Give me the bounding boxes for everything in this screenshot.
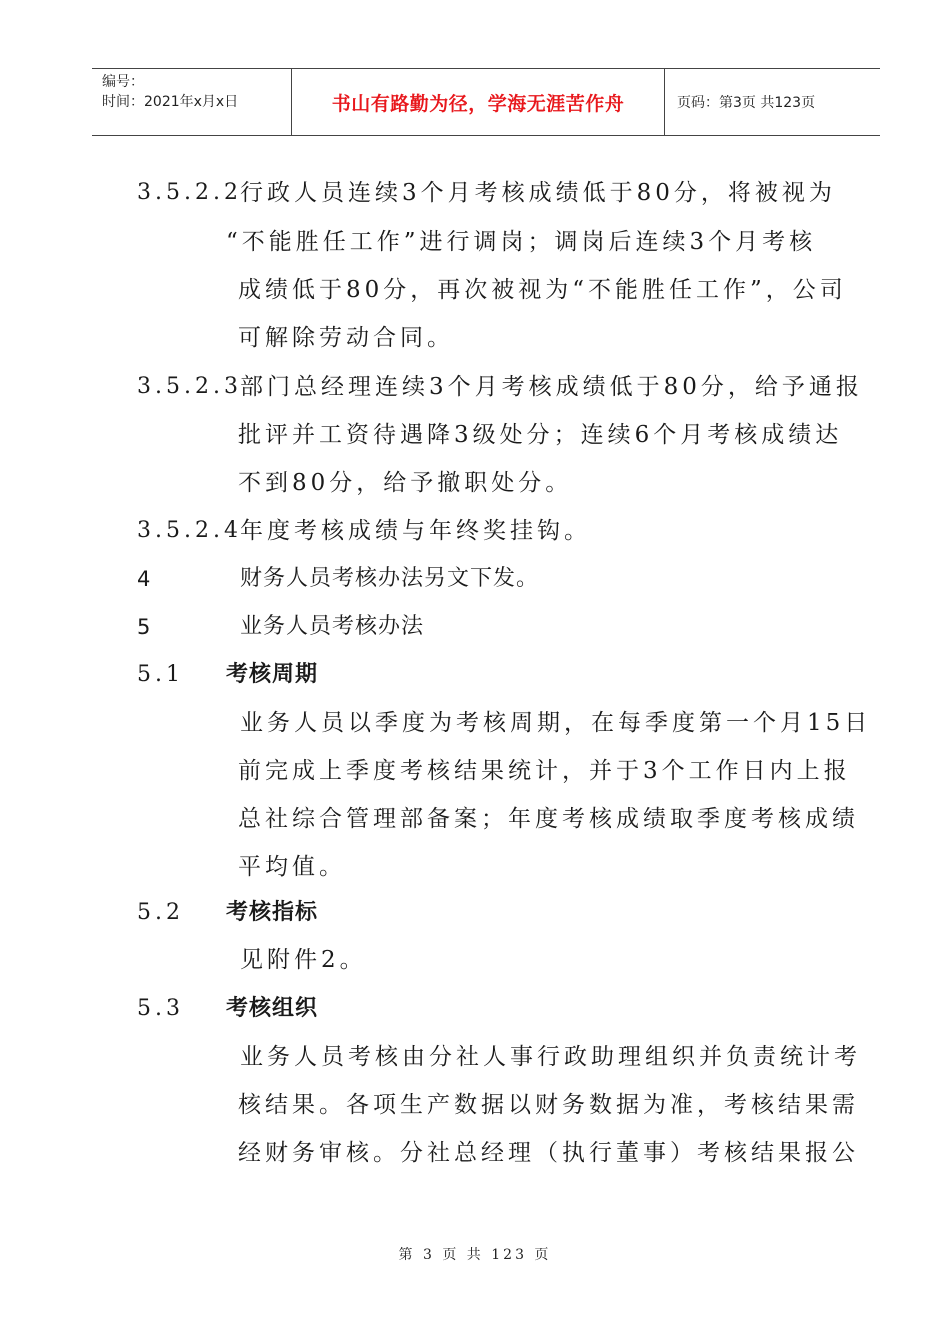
paragraph-line: “不能胜任工作”进行调岗；调岗后连续3个月考核 xyxy=(226,229,817,255)
paragraph-line: 业务人员以季度为考核周期，在每季度第一个月15日 xyxy=(240,710,872,736)
paragraph-line: 批评并工资待遇降3级处分；连续6个月考核成绩达 xyxy=(238,422,843,448)
section-4-text: 财务人员考核办法另文下发。 xyxy=(240,566,540,591)
header-number-label: 编号： xyxy=(102,74,144,90)
section-number-3-5-2-3: 3.5.2.3 xyxy=(137,374,242,399)
page-header xyxy=(92,68,880,136)
paragraph-line: 年度考核成绩与年终奖挂钩。 xyxy=(240,518,591,544)
paragraph-line: 不到80分，给予撤职处分。 xyxy=(238,470,573,496)
paragraph-line: 业务人员考核由分社人事行政助理组织并负责统计考 xyxy=(240,1044,861,1070)
section-number-3-5-2-4: 3.5.2.4 xyxy=(137,518,242,543)
section-number-3-5-2-2: 3.5.2.2 xyxy=(137,180,242,205)
section-number-5-1: 5.1 xyxy=(137,662,184,687)
section-5-1-title: 考核周期 xyxy=(226,662,319,687)
paragraph-line: 经财务审核。分社总经理（执行董事）考核结果报公 xyxy=(238,1140,859,1166)
section-5-3-title: 考核组织 xyxy=(226,996,319,1021)
page-footer: 第 3 页 共 123 页 xyxy=(398,1247,552,1263)
paragraph-line: 成绩低于80分，再次被视为“不能胜任工作”，公司 xyxy=(238,277,847,303)
paragraph-line: 平均值。 xyxy=(238,854,346,880)
paragraph-line: 部门总经理连续3个月考核成绩低于80分，给予通报 xyxy=(240,374,863,400)
paragraph-line: 行政人员连续3个月考核成绩低于80分，将被视为 xyxy=(240,180,836,206)
paragraph-line: 前完成上季度考核结果统计，并于3个工作日内上报 xyxy=(238,758,851,784)
header-date: 时间：2021年x月x日 xyxy=(102,94,239,110)
header-motto: 书山有路勤为径，学海无涯苦作舟 xyxy=(292,69,665,135)
section-5-2-title: 考核指标 xyxy=(226,900,319,925)
paragraph-line: 核结果。各项生产数据以财务数据为准，考核结果需 xyxy=(238,1092,859,1118)
paragraph-line: 见附件2。 xyxy=(240,947,367,973)
header-meta xyxy=(92,69,292,135)
section-5-title: 业务人员考核办法 xyxy=(240,614,425,639)
section-number-4: 4 xyxy=(137,567,151,591)
paragraph-line: 总社综合管理部备案；年度考核成绩取季度考核成绩 xyxy=(238,806,859,832)
section-number-5-2: 5.2 xyxy=(137,900,184,925)
paragraph-line: 可解除劳动合同。 xyxy=(238,325,454,351)
section-number-5: 5 xyxy=(137,615,151,639)
section-number-5-3: 5.3 xyxy=(137,996,184,1021)
header-page-info: 页码：第3页 共123页 xyxy=(677,95,816,111)
